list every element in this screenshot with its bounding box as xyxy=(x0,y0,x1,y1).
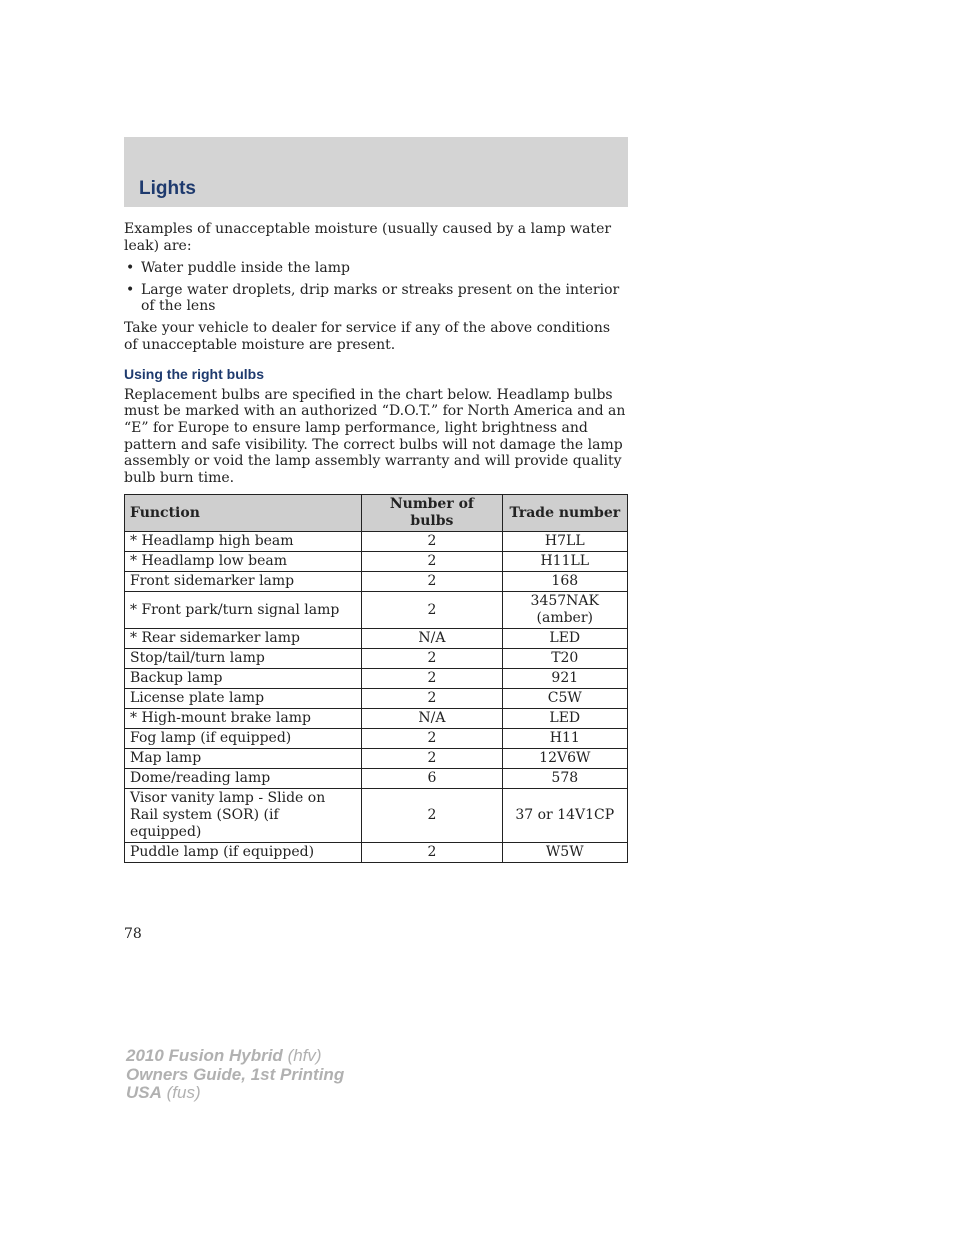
cell-trade: LED xyxy=(502,709,627,729)
cell-count: N/A xyxy=(362,629,502,649)
cell-count: N/A xyxy=(362,709,502,729)
table-row xyxy=(125,843,628,863)
page-title: Lights xyxy=(139,178,196,199)
cell-trade: 37 or 14V1CP xyxy=(502,789,627,843)
cell-trade: 578 xyxy=(502,769,627,789)
cell-count: 2 xyxy=(362,592,502,629)
cell-function: * High-mount brake lamp xyxy=(125,709,362,729)
footer-line-2: Owners Guide, 1st Printing xyxy=(126,1064,345,1084)
cell-trade: 921 xyxy=(502,669,627,689)
footer-line-1: 2010 Fusion Hybrid (hfv) xyxy=(126,1046,322,1065)
cell-trade: 12V6W xyxy=(502,749,627,769)
cell-function: Fog lamp (if equipped) xyxy=(125,729,362,749)
cell-count: 2 xyxy=(362,843,502,863)
table-header-row xyxy=(125,495,628,532)
cell-count: 2 xyxy=(362,729,502,749)
bullet-icon: • xyxy=(126,260,135,277)
print-footer xyxy=(126,1047,344,1103)
table-row xyxy=(125,629,628,649)
cell-count: 2 xyxy=(362,649,502,669)
table-row xyxy=(125,552,628,572)
cell-function: Puddle lamp (if equipped) xyxy=(125,843,362,863)
cell-count: 6 xyxy=(362,769,502,789)
service-note: Take your vehicle to dealer for service if any of the above conditions of unacceptable moisture are present. xyxy=(124,319,611,353)
cell-function: Backup lamp xyxy=(125,669,362,689)
footer-line-3: USA (fus) xyxy=(126,1083,201,1102)
list-item: • Large water droplets, drip marks or streaks present on the interior of the lens xyxy=(126,281,620,315)
cell-count: 2 xyxy=(362,789,502,843)
table-row xyxy=(125,572,628,592)
section-header-band xyxy=(124,137,628,207)
cell-function: * Headlamp high beam xyxy=(125,532,362,552)
cell-function: * Front park/turn signal lamp xyxy=(125,592,362,629)
moisture-bullet-list xyxy=(124,260,628,315)
cell-count: 2 xyxy=(362,749,502,769)
intro-paragraph: Examples of unacceptable moisture (usually caused by a lamp water leak) are: xyxy=(124,221,612,254)
section-heading: Using the right bulbs xyxy=(124,366,264,383)
list-item: • Water puddle inside the lamp xyxy=(126,260,350,277)
bulb-table xyxy=(124,494,628,863)
cell-trade: C5W xyxy=(502,689,627,709)
cell-trade: H11LL xyxy=(502,552,627,572)
cell-function: Visor vanity lamp - Slide on Rail system (SOR) (if equipped) xyxy=(125,789,362,843)
cell-trade: H7LL xyxy=(502,532,627,552)
cell-function: Dome/reading lamp xyxy=(125,769,362,789)
cell-count: 2 xyxy=(362,552,502,572)
cell-trade: 168 xyxy=(502,572,627,592)
table-row xyxy=(125,689,628,709)
cell-function: * Headlamp low beam xyxy=(125,552,362,572)
page-number: 78 xyxy=(124,926,142,942)
cell-count: 2 xyxy=(362,532,502,552)
cell-function: Front sidemarker lamp xyxy=(125,572,362,592)
table-row xyxy=(125,669,628,689)
main-content xyxy=(124,221,628,863)
cell-trade: 3457NAK (amber) xyxy=(502,592,627,629)
cell-trade: T20 xyxy=(502,649,627,669)
table-row xyxy=(125,729,628,749)
table-row xyxy=(125,649,628,669)
cell-count: 2 xyxy=(362,669,502,689)
section-paragraph: Replacement bulbs are specified in the chart below. Headlamp bulbs must be marked with an authorized “D.O.T.” for North America and an “E” for Europe to ensure lamp performance, light brightness and pattern and safe visibility. The correct bulbs will not damage the lamp assembly or void the lamp assembly warranty and will provide quality bulb burn time. xyxy=(124,386,626,486)
column-header-number: Number of bulbs xyxy=(362,495,502,532)
cell-function: Stop/tail/turn lamp xyxy=(125,649,362,669)
cell-trade: LED xyxy=(502,629,627,649)
bullet-icon: • xyxy=(126,281,135,298)
table-row xyxy=(125,592,628,629)
column-header-function: Function xyxy=(125,495,362,532)
cell-count: 2 xyxy=(362,572,502,592)
cell-trade: W5W xyxy=(502,843,627,863)
cell-function: * Rear sidemarker lamp xyxy=(125,629,362,649)
cell-trade: H11 xyxy=(502,729,627,749)
column-header-trade: Trade number xyxy=(502,495,627,532)
cell-count: 2 xyxy=(362,689,502,709)
cell-function: License plate lamp xyxy=(125,689,362,709)
table-row xyxy=(125,789,628,843)
table-row xyxy=(125,532,628,552)
table-row xyxy=(125,749,628,769)
cell-function: Map lamp xyxy=(125,749,362,769)
table-row xyxy=(125,709,628,729)
table-row xyxy=(125,769,628,789)
